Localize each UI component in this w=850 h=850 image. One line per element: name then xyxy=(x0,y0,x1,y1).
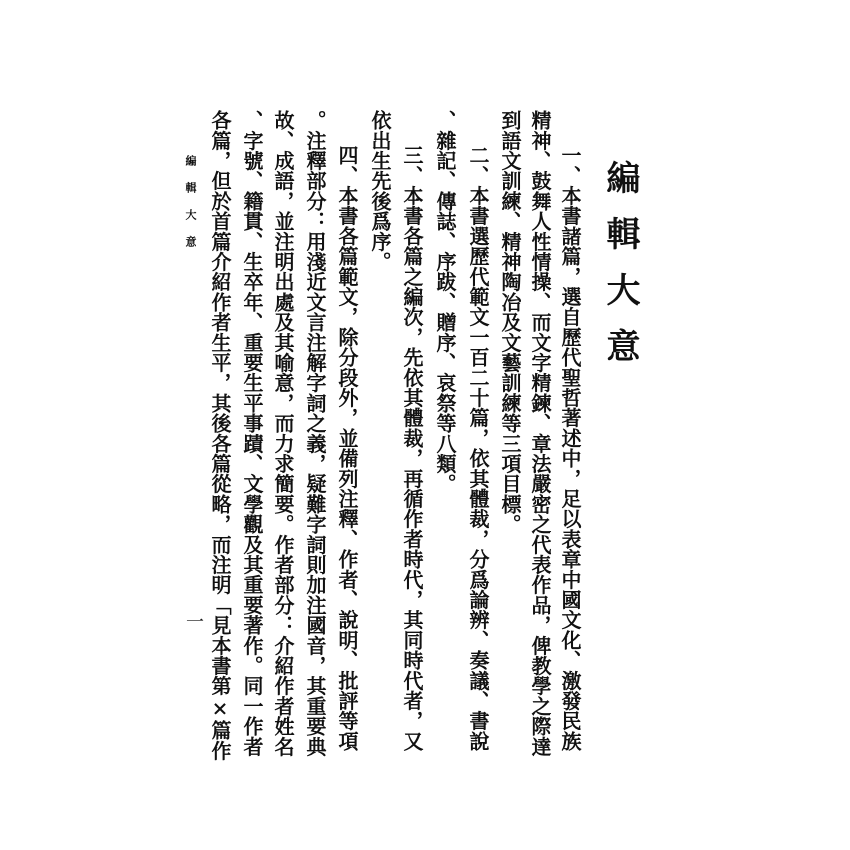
running-head: 編輯大意 xyxy=(184,155,197,263)
paragraph-4-line-5: 各篇，但於首篇介紹作者生平，其後各篇從略，而注明「見本書第×篇作 xyxy=(208,110,232,761)
paragraph-3-line-1: 三、本書各篇之編次，先依其體裁，再循作者時代，其同時代者，又 xyxy=(400,145,424,751)
paragraph-4-line-2: 。注釋部分：用淺近文言注解字詞之義，疑難字詞則加注國音，其重要典 xyxy=(303,110,327,757)
paragraph-1-line-2: 精神、鼓舞人性情操、而文字精鍊、章法嚴密之代表作品，俾教學之際達 xyxy=(528,110,552,757)
paragraph-1-line-3: 到語文訓練、精神陶冶及文藝訓練等三項目標。 xyxy=(498,110,522,535)
paragraph-2-line-2: 、雜記、傳誌、序跋、贈序、哀祭等八類。 xyxy=(433,110,457,494)
paragraph-4-line-3: 故、成語，並注明出處及其喻意，而力求簡要。作者部分：介紹作者姓名 xyxy=(271,110,295,757)
page-number: 一 xyxy=(183,612,204,630)
paragraph-2-line-1: 二、本書選歷代範文一百二十篇，依其體裁，分爲論辨、奏議、書說 xyxy=(466,145,490,751)
paragraph-4-line-4: 、字號、籍貫、生卒年、重要生平事蹟、文學觀及其重要著作。同一作者 xyxy=(240,110,264,757)
paragraph-3-line-2: 依出生先後爲序。 xyxy=(368,110,392,272)
page-title: 編輯大意 xyxy=(600,160,640,384)
paragraph-1-line-1: 一、本書諸篇，選自歷代聖哲著述中，足以表章中國文化、激發民族 xyxy=(558,145,582,751)
paragraph-4-line-1: 四、本書各篇範文，除分段外，並備列注釋、作者、說明、批評等項 xyxy=(335,145,359,751)
